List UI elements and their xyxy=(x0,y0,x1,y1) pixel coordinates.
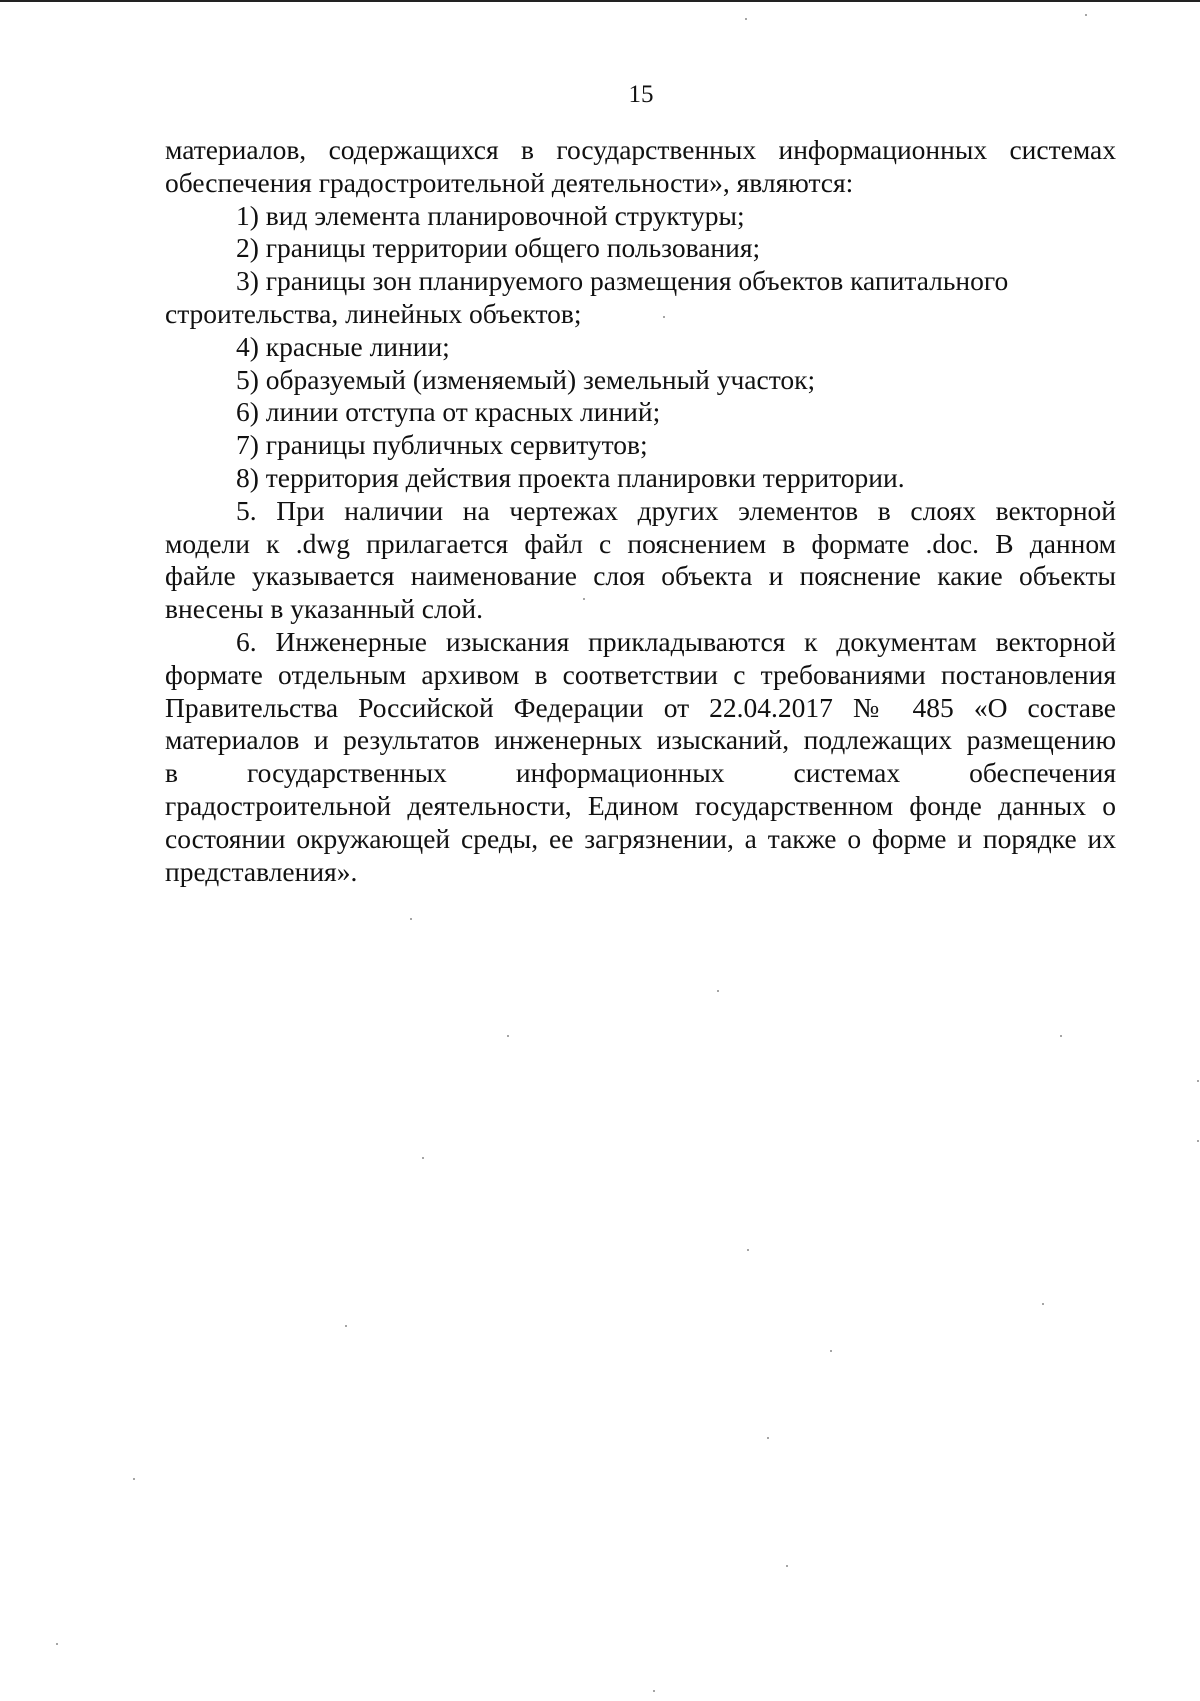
text-line: 3) границы зон планируемого размещения объектов капитального xyxy=(236,265,1009,297)
scan-speck xyxy=(56,1643,58,1645)
scan-speck xyxy=(717,990,719,992)
scan-speck xyxy=(767,1437,769,1439)
text-line: материалов, содержащихся в государственных информационных системах xyxy=(165,134,1116,165)
scan-top-border xyxy=(0,0,1200,2)
text-line: 5) образуемый (изменяемый) земельный участок; xyxy=(236,363,816,395)
scan-speck xyxy=(663,316,665,318)
text-line: файле указывается наименование слоя объекта и пояснение какие объекты xyxy=(165,560,1116,592)
scan-speck xyxy=(345,1325,347,1327)
text-line: 7) границы публичных сервитутов; xyxy=(236,429,648,461)
scan-speck xyxy=(1060,1035,1062,1037)
text-line: градостроительной деятельности, Едином государственном фонде данных о xyxy=(165,789,1116,821)
text-line: обеспечения градостроительной деятельности», являются: xyxy=(165,166,854,198)
scan-speck xyxy=(1042,1303,1044,1305)
scan-speck xyxy=(422,1157,424,1159)
text-line: 8) территория действия проекта планировки территории. xyxy=(236,461,905,493)
scan-speck xyxy=(745,18,747,20)
scan-speck xyxy=(583,598,585,600)
scan-speck xyxy=(653,1690,655,1692)
text-line: 6. Инженерные изыскания прикладываются к документам векторной xyxy=(236,625,1116,657)
scan-speck xyxy=(410,918,412,920)
text-line: Правительства Российской Федерации от 22.04.2017 № 485 «О составе xyxy=(165,691,1116,723)
text-line: 5. При наличии на чертежах других элементов в слоях векторной xyxy=(236,494,1116,526)
page-number: 15 xyxy=(628,81,654,108)
scan-speck xyxy=(747,1249,749,1251)
scan-speck xyxy=(786,1565,788,1567)
body-text xyxy=(165,134,1116,888)
scan-speck xyxy=(1197,1080,1199,1082)
text-line: внесены в указанный слой. xyxy=(165,593,484,625)
text-line: состоянии окружающей среды, ее загрязнении, а также о форме и порядке их xyxy=(165,822,1116,854)
scan-speck xyxy=(830,1350,832,1352)
text-line: в государственных информационных системах обеспечения xyxy=(165,757,1116,789)
text-line: материалов и результатов инженерных изысканий, подлежащих размещению xyxy=(165,724,1116,756)
text-line: 2) границы территории общего пользования; xyxy=(236,232,761,264)
scan-speck xyxy=(133,1478,135,1480)
text-line: 6) линии отступа от красных линий; xyxy=(236,396,661,428)
text-line: 4) красные линии; xyxy=(236,330,450,362)
text-line: строительства, линейных объектов; xyxy=(165,297,582,329)
scan-speck xyxy=(1085,14,1087,16)
text-line: 1) вид элемента планировочной структуры; xyxy=(236,199,745,231)
scan-speck xyxy=(507,1035,509,1037)
text-line: представления». xyxy=(165,855,358,887)
text-line: модели к .dwg прилагается файл с пояснением в формате .doc. В данном xyxy=(165,527,1116,559)
scan-speck xyxy=(1197,1140,1199,1142)
text-line: формате отдельным архивом в соответствии с требованиями постановления xyxy=(165,658,1116,690)
